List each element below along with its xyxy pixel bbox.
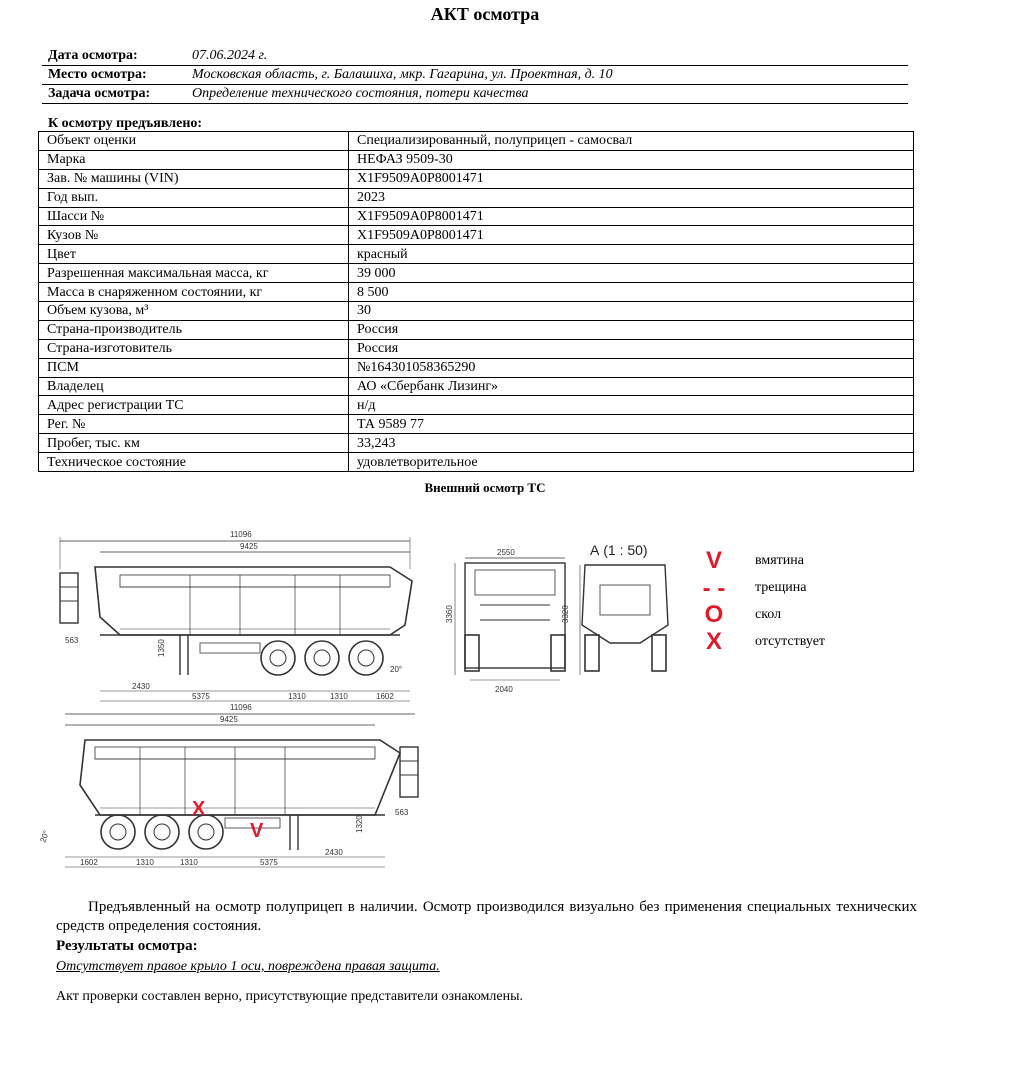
header-value: 07.06.2024 г. — [192, 48, 268, 63]
legend-symbol-missing: X — [705, 628, 722, 655]
dim-width: 2550 — [497, 548, 515, 557]
dim-height: 3360 — [445, 605, 454, 623]
header-value: Московская область, г. Балашиха, мкр. Гагарина, ул. Проектная, д. 10 — [192, 67, 613, 82]
closing-statement: Акт проверки составлен верно, присутствующие представители ознакомлены. — [56, 989, 524, 1004]
table-row — [39, 339, 914, 358]
spec-label: Год вып. — [39, 188, 349, 207]
header-row-place — [42, 65, 908, 85]
spec-value: ТА 9589 77 — [349, 415, 914, 434]
dim-height: 3320 — [561, 605, 570, 623]
external-inspection-title: Внешний осмотр ТС — [424, 480, 546, 495]
spec-value: АО «Сбербанк Лизинг» — [349, 377, 914, 396]
dim-track: 2040 — [495, 685, 513, 694]
header-label: Задача осмотра: — [48, 86, 151, 101]
spec-label: Разрешенная максимальная масса, кг — [39, 264, 349, 283]
spec-value: 8 500 — [349, 283, 914, 302]
side-view-right — [38, 703, 418, 867]
spec-value: X1F9509A0P8001471 — [349, 207, 914, 226]
legend-symbol-chip: O — [704, 601, 724, 628]
spec-value: 39 000 — [349, 264, 914, 283]
spec-label: Цвет — [39, 245, 349, 264]
spec-value: №164301058365290 — [349, 358, 914, 377]
table-row — [39, 150, 914, 169]
inspection-paragraph: Предъявленный на осмотр полуприцеп в наличии. Осмотр производился визуально без применения специальных технических средств определения состояния. — [56, 899, 917, 934]
spec-label: Зав. № машины (VIN) — [39, 169, 349, 188]
spec-value: НЕФАЗ 9509-30 — [349, 150, 914, 169]
spec-label: Рег. № — [39, 415, 349, 434]
table-row — [39, 264, 914, 283]
dim-overall: 11096 — [230, 703, 252, 712]
spec-label: ПСМ — [39, 358, 349, 377]
dim-axle1: 1310 — [288, 692, 306, 701]
spec-label: Владелец — [39, 377, 349, 396]
spec-label: Страна-производитель — [39, 320, 349, 339]
page-title: АКТ осмотра — [430, 4, 540, 24]
dim-axle2: 1310 — [330, 692, 348, 701]
results-text: Отсутствует правое крыло 1 оси, повреждена правая защита. — [56, 959, 440, 974]
dim-height: 1350 — [157, 639, 166, 657]
table-row — [39, 302, 914, 321]
side-view-left — [60, 530, 412, 701]
spec-label: Пробег, тыс. км — [39, 434, 349, 453]
legend-label-dent: вмятина — [755, 553, 804, 568]
dim-rear: 1602 — [80, 858, 98, 867]
spec-label: Шасси № — [39, 207, 349, 226]
legend-symbol-dent: V — [705, 547, 722, 574]
table-row — [39, 226, 914, 245]
legend-label-crack: трещина — [755, 580, 807, 595]
legend-label-missing: отсутствует — [755, 634, 826, 649]
table-row — [39, 207, 914, 226]
dim-axle2: 1310 — [180, 858, 198, 867]
spec-label: Марка — [39, 150, 349, 169]
view-label: А (1 : 50) — [590, 542, 648, 558]
header-label: Дата осмотра: — [48, 48, 138, 63]
dim-overall: 11096 — [230, 530, 252, 539]
table-row — [39, 320, 914, 339]
table-row — [39, 377, 914, 396]
header-value: Определение технического состояния, потери качества — [192, 86, 529, 101]
dim-front: 563 — [65, 636, 79, 645]
dim-angle: 20° — [390, 665, 403, 674]
results-heading: Результаты осмотра: — [56, 938, 198, 954]
spec-label: Объект оценки — [39, 132, 349, 151]
dim-rear: 1602 — [376, 692, 394, 701]
table-row — [39, 415, 914, 434]
header-row-task — [42, 84, 908, 104]
table-row — [39, 358, 914, 377]
spec-label: Масса в снаряженном состоянии, кг — [39, 283, 349, 302]
spec-label: Техническое состояние — [39, 453, 349, 472]
spec-label: Объем кузова, м³ — [39, 302, 349, 321]
spec-value: 33,243 — [349, 434, 914, 453]
spec-value: X1F9509A0P8001471 — [349, 169, 914, 188]
dim-axle-base: 5375 — [260, 858, 278, 867]
spec-value: н/д — [349, 396, 914, 415]
table-row — [39, 434, 914, 453]
spec-value: Специализированный, полуприцеп - самосвал — [349, 132, 914, 151]
spec-value: Россия — [349, 320, 914, 339]
trailer-drawing — [40, 525, 700, 880]
table-row — [39, 188, 914, 207]
header-row-date — [42, 46, 908, 66]
dim-angle: 20° — [38, 829, 52, 844]
table-row — [39, 396, 914, 415]
table-row — [39, 283, 914, 302]
spec-value: 30 — [349, 302, 914, 321]
dim-body: 9425 — [220, 715, 238, 724]
spec-value: 2023 — [349, 188, 914, 207]
dim-axle-base: 5375 — [192, 692, 210, 701]
damage-mark-dent: V — [250, 820, 264, 842]
legend-symbol-crack: - - — [702, 575, 726, 602]
table-row — [39, 169, 914, 188]
spec-value: Россия — [349, 339, 914, 358]
dim-body: 9425 — [240, 542, 258, 551]
spec-label: Адрес регистрации ТС — [39, 396, 349, 415]
rear-view — [561, 542, 668, 675]
spec-label: Кузов № — [39, 226, 349, 245]
header-label: Место осмотра: — [48, 67, 147, 82]
legend-label-chip: скол — [755, 607, 782, 622]
front-view — [445, 548, 565, 694]
dim-height: 1320 — [355, 815, 364, 833]
spec-value: удовлетворительное — [349, 453, 914, 472]
table-row — [39, 245, 914, 264]
table-row — [39, 132, 914, 151]
dim-axle1: 1310 — [136, 858, 154, 867]
dim-kingpin: 2430 — [325, 848, 343, 857]
spec-label: Страна-изготовитель — [39, 339, 349, 358]
spec-value: красный — [349, 245, 914, 264]
dim-front: 563 — [395, 808, 409, 817]
spec-value: X1F9509A0P8001471 — [349, 226, 914, 245]
presented-title: К осмотру предъявлено: — [48, 116, 203, 131]
dim-kingpin: 2430 — [132, 682, 150, 691]
damage-mark-missing: X — [192, 798, 206, 820]
spec-table — [38, 131, 914, 472]
table-row — [39, 453, 914, 472]
